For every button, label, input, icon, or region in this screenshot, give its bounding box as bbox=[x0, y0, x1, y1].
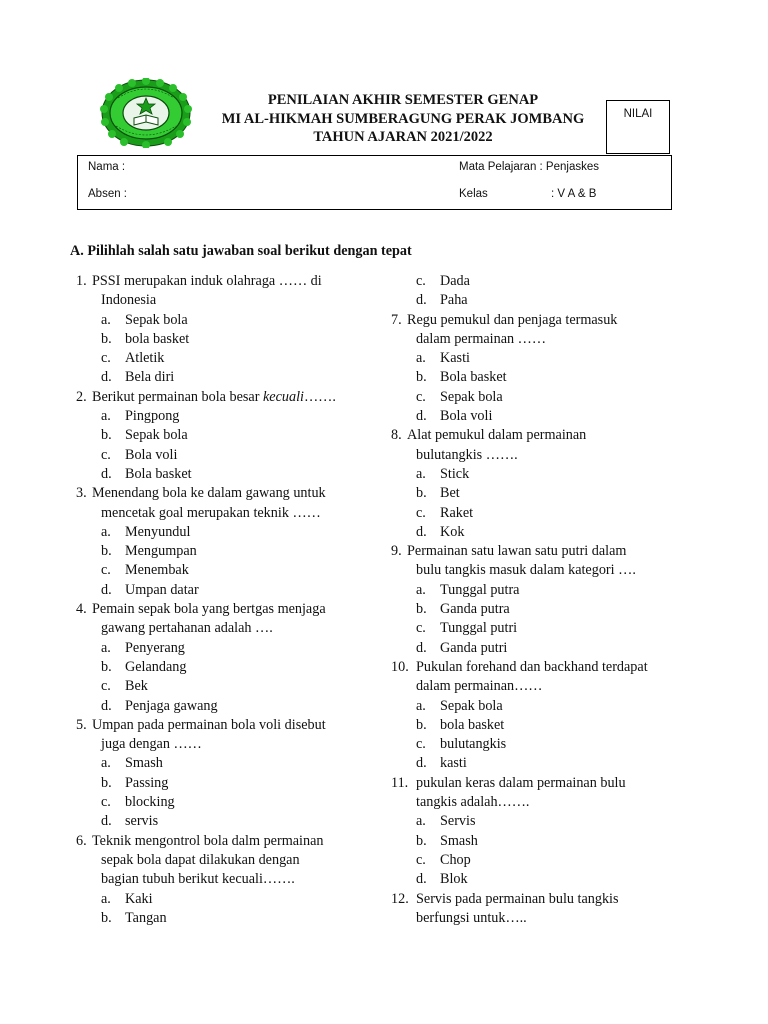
answer-option bbox=[391, 754, 686, 773]
option-text: Menyundul bbox=[125, 523, 191, 540]
option-letter: b. bbox=[101, 543, 112, 560]
option-letter: a. bbox=[101, 408, 111, 425]
option-text: Raket bbox=[440, 504, 474, 521]
option-text: Gelandang bbox=[125, 658, 187, 675]
answer-option bbox=[76, 407, 371, 426]
question-line bbox=[391, 890, 686, 909]
answer-option bbox=[391, 504, 686, 523]
option-text: blocking bbox=[125, 794, 175, 811]
answer-option bbox=[76, 812, 371, 831]
question-text: bulu tangkis masuk dalam kategori …. bbox=[416, 562, 636, 579]
option-letter: a. bbox=[101, 755, 111, 772]
option-letter: d. bbox=[101, 465, 112, 482]
question-text: dalam permainan …… bbox=[416, 330, 547, 347]
answer-option bbox=[76, 890, 371, 909]
option-letter: d. bbox=[101, 697, 112, 714]
attendance-number-field-label: Absen : bbox=[88, 188, 127, 200]
option-text: Sepak bola bbox=[125, 311, 188, 328]
option-letter: d. bbox=[416, 639, 427, 656]
option-letter: b. bbox=[416, 369, 427, 386]
option-text: bulutangkis bbox=[440, 736, 507, 753]
option-text: Stick bbox=[440, 465, 470, 482]
answer-option bbox=[391, 484, 686, 503]
option-text: Bola voli bbox=[125, 446, 178, 463]
option-text: Menembak bbox=[125, 562, 189, 579]
option-text: Penjaga gawang bbox=[125, 697, 218, 714]
answer-option bbox=[391, 581, 686, 600]
question-text: dalam permainan…… bbox=[416, 678, 543, 695]
option-text: Kasti bbox=[440, 350, 470, 367]
answer-option bbox=[76, 774, 371, 793]
question-line bbox=[76, 272, 371, 291]
option-text: Blok bbox=[440, 871, 468, 888]
question-text: juga dengan …… bbox=[101, 736, 202, 753]
option-text: Servis bbox=[440, 813, 476, 830]
option-letter: a. bbox=[416, 465, 426, 482]
question-line bbox=[76, 388, 371, 407]
school-emblem-icon bbox=[100, 78, 192, 148]
option-text: Kaki bbox=[125, 890, 153, 907]
question-text: pukulan keras dalam permainan bulu bbox=[416, 774, 626, 791]
option-letter: c. bbox=[101, 350, 111, 367]
question-text: Indonesia bbox=[101, 292, 157, 309]
question-text: bagian tubuh berikut kecuali……. bbox=[101, 871, 295, 888]
header-title-line-2: MI AL-HIKMAH SUMBERAGUNG PERAK JOMBANG bbox=[221, 110, 585, 127]
question-continuation bbox=[76, 619, 371, 638]
option-text: Bek bbox=[125, 678, 148, 695]
option-text: Ganda putri bbox=[440, 639, 508, 656]
option-letter: a. bbox=[416, 350, 426, 367]
class-field-value: : V A & B bbox=[551, 188, 597, 200]
question-text: Pukulan forehand dan backhand terdapat bbox=[416, 658, 648, 675]
option-letter: c. bbox=[416, 851, 426, 868]
class-field-label: Kelas bbox=[459, 188, 488, 200]
option-text: Smash bbox=[440, 832, 478, 849]
option-letter: c. bbox=[101, 446, 111, 463]
answer-option bbox=[76, 465, 371, 484]
answer-option bbox=[76, 658, 371, 677]
question-emphasis: kecuali bbox=[262, 388, 304, 405]
answer-option bbox=[76, 523, 371, 542]
answer-option bbox=[76, 426, 371, 445]
question-line bbox=[391, 774, 686, 793]
question-text: Pemain sepak bola yang bertgas menjaga bbox=[92, 601, 326, 618]
option-text: Tunggal putra bbox=[440, 581, 520, 598]
subject-field-label: Mata Pelajaran : Penjaskes bbox=[459, 161, 599, 173]
question-line bbox=[76, 600, 371, 619]
option-text: Passing bbox=[125, 774, 169, 791]
question-number: 5. bbox=[76, 716, 87, 733]
answer-option bbox=[391, 619, 686, 638]
question-number: 7. bbox=[391, 311, 402, 328]
score-box-label: NILAI bbox=[623, 108, 653, 120]
question-number: 8. bbox=[391, 427, 402, 444]
answer-option bbox=[76, 639, 371, 658]
option-text: Paha bbox=[440, 292, 468, 309]
option-letter: a. bbox=[101, 311, 111, 328]
question-text: mencetak goal merupakan teknik …… bbox=[101, 504, 321, 521]
answer-option bbox=[76, 697, 371, 716]
header-title-line-3: TAHUN AJARAN 2021/2022 bbox=[313, 129, 493, 145]
option-letter: a. bbox=[416, 813, 426, 830]
question-text: Teknik mengontrol bola dalm permainan bbox=[92, 832, 324, 849]
answer-option bbox=[391, 851, 686, 870]
option-letter: b. bbox=[101, 330, 112, 347]
option-text: Mengumpan bbox=[125, 543, 197, 560]
answer-option bbox=[391, 697, 686, 716]
option-text: Ganda putra bbox=[440, 601, 510, 618]
question-text: bulutangkis ……. bbox=[416, 446, 518, 463]
answer-option bbox=[391, 523, 686, 542]
question-number: 9. bbox=[391, 543, 402, 560]
question-text: Umpan pada permainan bola voli disebut bbox=[92, 716, 326, 733]
question-number: 1. bbox=[76, 273, 87, 289]
answer-option bbox=[391, 349, 686, 368]
answer-option bbox=[391, 639, 686, 658]
question-text: Menendang bola ke dalam gawang untuk bbox=[92, 485, 326, 502]
question-text: Berikut permainan bola besar kecuali……. bbox=[92, 388, 336, 405]
option-text: Pingpong bbox=[125, 408, 180, 425]
option-text: Atletik bbox=[125, 350, 165, 367]
option-text: Sepak bola bbox=[125, 427, 188, 444]
option-text: Bet bbox=[440, 485, 460, 502]
question-column-left bbox=[76, 272, 371, 928]
option-letter: c. bbox=[416, 273, 426, 289]
option-text: kasti bbox=[440, 755, 467, 772]
option-letter: c. bbox=[416, 736, 426, 753]
question-number: 11. bbox=[391, 774, 409, 791]
option-letter: c. bbox=[416, 504, 426, 521]
option-letter: d. bbox=[101, 369, 112, 386]
question-text: Alat pemukul dalam permainan bbox=[407, 427, 587, 444]
question-number: 3. bbox=[76, 485, 87, 502]
question-line bbox=[76, 832, 371, 851]
option-letter: b. bbox=[101, 909, 112, 926]
question-line bbox=[391, 658, 686, 677]
option-text: Bola basket bbox=[125, 465, 192, 482]
question-continuation bbox=[76, 735, 371, 754]
option-letter: d. bbox=[416, 871, 427, 888]
option-letter: a. bbox=[101, 890, 111, 907]
school-logo bbox=[100, 78, 192, 148]
question-number: 10. bbox=[391, 658, 409, 675]
option-text: bola basket bbox=[125, 330, 190, 347]
option-letter: b. bbox=[416, 601, 427, 618]
question-text: sepak bola dapat dilakukan dengan bbox=[101, 851, 300, 868]
option-letter: c. bbox=[101, 678, 111, 695]
section-instruction: A. Pilihlah salah satu jawaban soal berikut dengan tepat bbox=[70, 243, 412, 259]
option-letter: d. bbox=[416, 408, 427, 425]
option-text: Dada bbox=[440, 273, 470, 289]
answer-option bbox=[76, 368, 371, 387]
question-continuation bbox=[76, 870, 371, 889]
question-continuation bbox=[391, 330, 686, 349]
question-text: PSSI merupakan induk olahraga …… di bbox=[92, 273, 322, 289]
option-text: bola basket bbox=[440, 716, 505, 733]
answer-option bbox=[76, 677, 371, 696]
answer-option bbox=[391, 291, 686, 310]
question-line bbox=[391, 542, 686, 561]
option-text: Smash bbox=[125, 755, 163, 772]
header-title-line-1: PENILAIAN AKHIR SEMESTER GENAP bbox=[267, 92, 539, 108]
question-line bbox=[391, 311, 686, 330]
question-column-right bbox=[391, 272, 686, 928]
option-letter: b. bbox=[101, 658, 112, 675]
answer-option bbox=[391, 388, 686, 407]
answer-option bbox=[76, 349, 371, 368]
question-continuation bbox=[76, 504, 371, 523]
option-letter: b. bbox=[416, 485, 427, 502]
answer-option bbox=[76, 446, 371, 465]
question-continuation bbox=[76, 851, 371, 870]
option-letter: b. bbox=[416, 716, 427, 733]
option-letter: d. bbox=[416, 523, 427, 540]
option-letter: b. bbox=[101, 774, 112, 791]
answer-option bbox=[391, 832, 686, 851]
option-text: Penyerang bbox=[125, 639, 185, 656]
question-text: Regu pemukul dan penjaga termasuk bbox=[407, 311, 618, 328]
option-letter: d. bbox=[101, 581, 112, 598]
option-letter: d. bbox=[416, 755, 427, 772]
exam-header bbox=[198, 91, 608, 147]
score-box bbox=[606, 100, 670, 154]
answer-option bbox=[76, 909, 371, 928]
option-letter: c. bbox=[416, 620, 426, 637]
answer-option bbox=[391, 870, 686, 889]
question-number: 2. bbox=[76, 388, 87, 405]
answer-option bbox=[391, 735, 686, 754]
option-text: Sepak bola bbox=[440, 697, 503, 714]
answer-option bbox=[391, 600, 686, 619]
option-letter: d. bbox=[416, 292, 427, 309]
name-field-label: Nama : bbox=[88, 161, 126, 173]
option-text: Chop bbox=[440, 851, 471, 868]
option-text: Bola basket bbox=[440, 369, 507, 386]
question-text: tangkis adalah……. bbox=[416, 794, 530, 811]
answer-option bbox=[76, 311, 371, 330]
answer-option bbox=[391, 812, 686, 831]
option-text: Bela diri bbox=[125, 369, 175, 386]
question-continuation bbox=[391, 561, 686, 580]
answer-option bbox=[391, 407, 686, 426]
option-letter: b. bbox=[416, 832, 427, 849]
option-letter: d. bbox=[101, 813, 112, 830]
student-identity-box bbox=[77, 155, 672, 210]
option-text: servis bbox=[125, 813, 159, 830]
option-letter: c. bbox=[416, 388, 426, 405]
option-letter: c. bbox=[101, 794, 111, 811]
answer-option bbox=[76, 542, 371, 561]
question-text: Permainan satu lawan satu putri dalam bbox=[407, 543, 627, 560]
question-continuation bbox=[391, 677, 686, 696]
answer-option bbox=[391, 716, 686, 735]
question-continuation bbox=[76, 291, 371, 310]
option-text: Umpan datar bbox=[125, 581, 199, 598]
answer-option bbox=[391, 368, 686, 387]
option-letter: a. bbox=[416, 697, 426, 714]
question-continuation bbox=[391, 793, 686, 812]
question-line bbox=[76, 484, 371, 503]
question-text: gawang pertahanan adalah …. bbox=[101, 620, 273, 637]
option-letter: c. bbox=[101, 562, 111, 579]
question-continuation bbox=[391, 446, 686, 465]
question-line bbox=[391, 426, 686, 445]
option-letter: a. bbox=[101, 639, 111, 656]
option-letter: a. bbox=[416, 581, 426, 598]
question-text: berfungsi untuk….. bbox=[416, 909, 527, 926]
answer-option bbox=[391, 272, 686, 291]
question-line bbox=[76, 716, 371, 735]
answer-option bbox=[76, 581, 371, 600]
question-number: 12. bbox=[391, 890, 409, 907]
question-number: 4. bbox=[76, 601, 87, 618]
option-letter: a. bbox=[101, 523, 111, 540]
question-text: Servis pada permainan bulu tangkis bbox=[416, 890, 619, 907]
answer-option bbox=[76, 330, 371, 349]
answer-option bbox=[391, 465, 686, 484]
question-number: 6. bbox=[76, 832, 87, 849]
answer-option bbox=[76, 561, 371, 580]
option-text: Bola voli bbox=[440, 408, 493, 425]
question-continuation bbox=[391, 909, 686, 928]
answer-option bbox=[76, 793, 371, 812]
answer-option bbox=[76, 754, 371, 773]
option-text: Tangan bbox=[125, 909, 167, 926]
option-text: Kok bbox=[440, 523, 465, 540]
option-text: Sepak bola bbox=[440, 388, 503, 405]
option-letter: b. bbox=[101, 427, 112, 444]
option-text: Tunggal putri bbox=[440, 620, 518, 637]
